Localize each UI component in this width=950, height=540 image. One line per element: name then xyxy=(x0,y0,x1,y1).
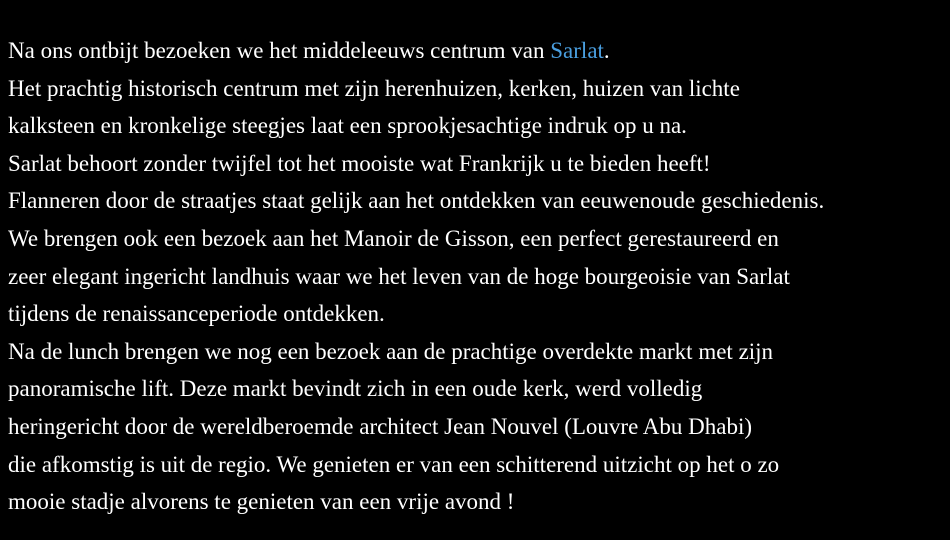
text-line: Na de lunch brengen we nog een bezoek aan de prachtige overdekte markt met zijn xyxy=(8,338,774,364)
text-line: zeer elegant ingericht landhuis waar we het leven van de hoge bourgeoisie van Sarlat xyxy=(8,263,790,289)
text-line: We brengen ook een bezoek aan het Manoir de Gisson, een perfect gerestaureerd en xyxy=(8,225,779,251)
text-line: heringericht door de wereldberoemde architect Jean Nouvel (Louvre Abu Dhabi) xyxy=(8,413,753,439)
text-line: tijdens de renaissanceperiode ontdekken. xyxy=(8,301,385,327)
text-line: panoramische lift. Deze markt bevindt zich in een oude kerk, werd volledig xyxy=(8,376,703,402)
itinerary-text xyxy=(8,32,948,521)
text-line: Flanneren door de straatjes staat gelijk aan het ontdekken van eeuwenoude geschiedenis. xyxy=(8,188,825,214)
text-line-1-end: . xyxy=(603,38,610,63)
text-line: Sarlat behoort zonder twijfel tot het mooiste wat Frankrijk u te bieden heeft! xyxy=(8,150,711,176)
sarlat-link[interactable]: Sarlat xyxy=(550,38,604,63)
text-line: Het prachtig historisch centrum met zijn herenhuizen, kerken, huizen van lichte xyxy=(8,75,740,101)
text-line-1 xyxy=(8,32,948,70)
text-line: kalksteen en kronkelige steegjes laat een sprookjesachtige indruk op u na. xyxy=(8,113,687,139)
text-line: die afkomstig is uit de regio. We genieten er van een schitterend uitzicht op het o zo xyxy=(8,451,780,477)
text-line: mooie stadje alvorens te genieten van een vrije avond ! xyxy=(8,489,515,515)
text-line-1-start: Na ons ontbijt bezoeken we het middeleeuws centrum van xyxy=(8,38,551,63)
